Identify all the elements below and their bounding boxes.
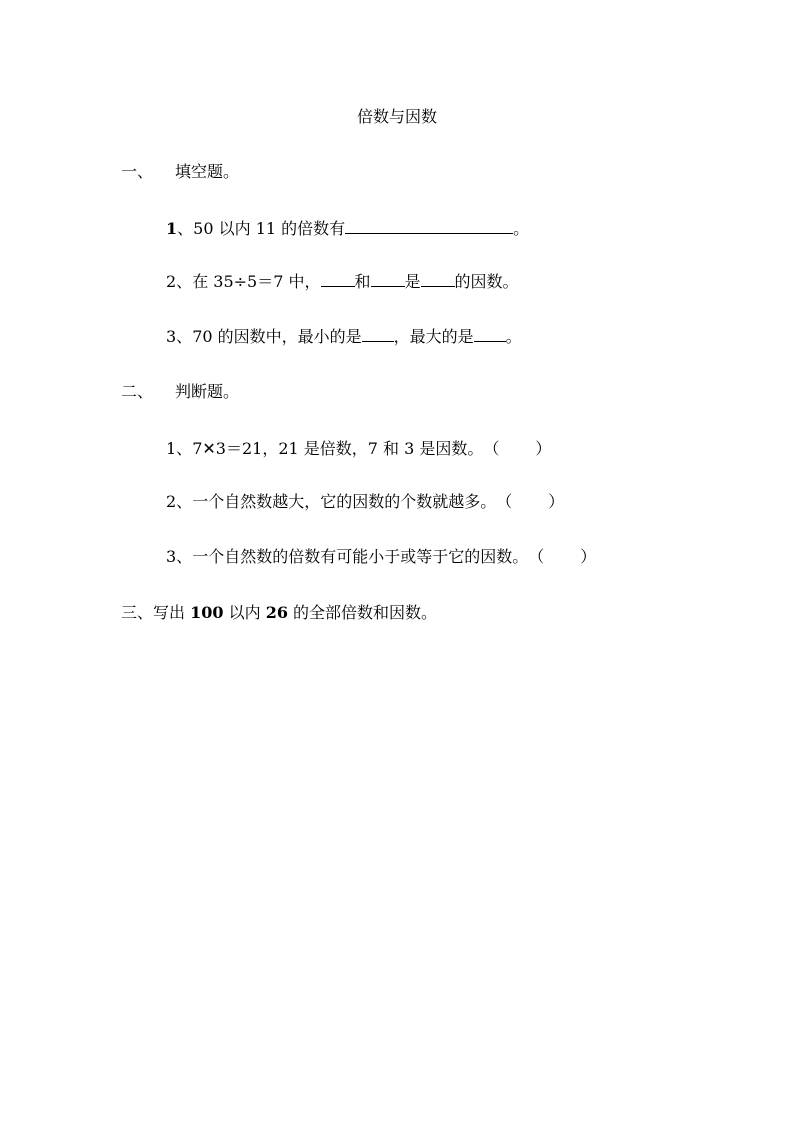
section-title: 填空题。 [175,162,240,181]
section-number: 二、 [121,382,154,401]
question-text: 在 35÷5＝7 中， [192,272,321,291]
question-number: 2、 [166,272,193,291]
section-text: 以内 [223,603,266,622]
answer-blank[interactable] [474,327,506,342]
fill-question-3 [166,327,522,347]
section-number-value: 26 [265,603,288,622]
question-text: 一个自然数越大，它的因数的个数就越多。 [192,492,497,511]
fill-question-1 [166,219,529,239]
question-number: 1、 [166,439,193,458]
answer-paren-close: ） [535,439,552,458]
answer-paren-open: （ [483,439,500,458]
question-text: 一个自然数的倍数有可能小于或等于它的因数。 [192,547,529,566]
judge-question-2 [166,492,564,512]
question-number: 3、 [166,327,193,346]
question-text-end: 。 [505,327,522,346]
fill-question-2 [166,272,519,292]
section-number-value: 100 [190,603,224,622]
question-number: 3、 [166,547,193,566]
page-title: 倍数与因数 [356,107,437,126]
answer-paren-close: ） [580,547,597,566]
answer-blank[interactable] [362,327,394,342]
answer-paren-open: （ [496,492,513,511]
section-heading-multiples-factors [121,603,437,623]
section-number: 一、 [121,162,154,181]
judge-question-1 [166,439,551,459]
question-text-end: 的因数。 [454,272,519,291]
section-title: 判断题。 [175,382,240,401]
question-separator: 、 [177,219,194,238]
question-text: 7✕3＝21，21 是倍数，7 和 3 是因数。 [192,439,484,458]
question-text: 70 的因数中，最小的是 [192,327,362,346]
section-heading-fill-in [121,162,239,182]
question-text: 和 [354,272,371,291]
answer-paren-open: （ [528,547,545,566]
section-heading-true-false [121,382,239,402]
answer-blank[interactable] [345,219,513,234]
answer-blank[interactable] [421,272,455,287]
question-text: 是 [404,272,421,291]
question-text-end: 。 [513,219,530,238]
answer-blank[interactable] [371,272,405,287]
question-text: ，最大的是 [393,327,474,346]
question-text: 50 以内 11 的倍数有 [193,219,346,238]
question-number: 1 [166,219,178,238]
answer-blank[interactable] [321,272,355,287]
answer-paren-close: ） [548,492,565,511]
judge-question-3 [166,547,596,567]
question-number: 2、 [166,492,193,511]
section-text: 三、写出 [121,603,191,622]
section-text: 的全部倍数和因数。 [287,603,438,622]
